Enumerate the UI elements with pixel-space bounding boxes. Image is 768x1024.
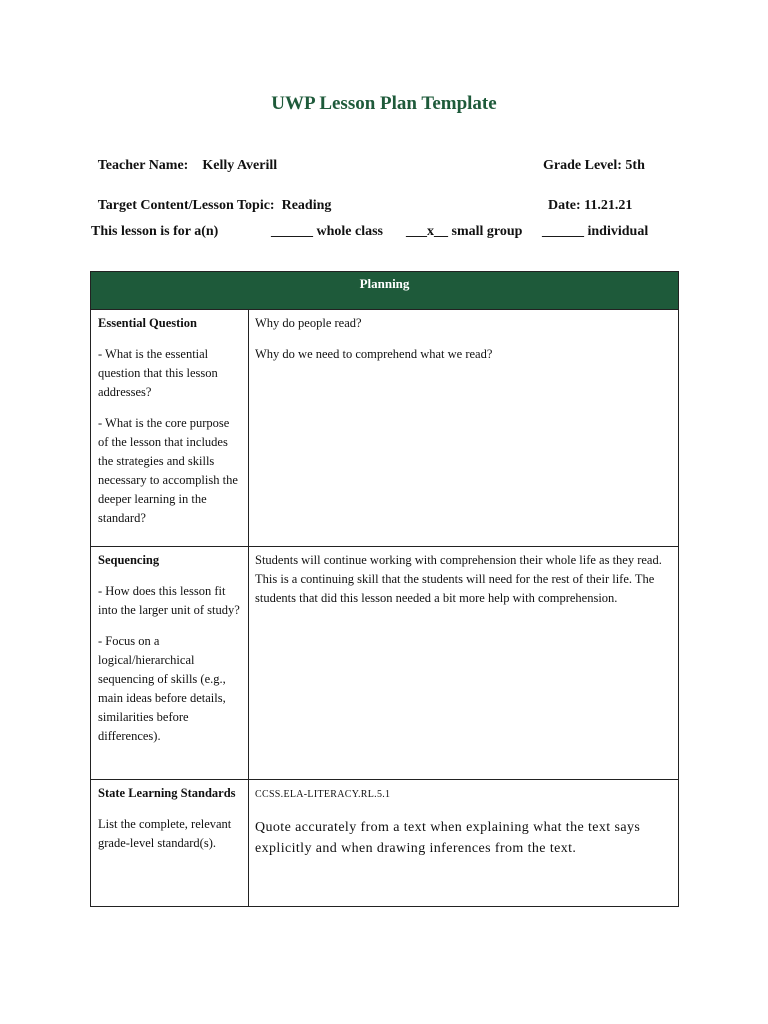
grade-level-value: 5th — [625, 158, 645, 173]
standard-code: CCSS.ELA-LITERACY.RL.5.1 — [255, 789, 391, 800]
standards-prompt-cell — [91, 780, 249, 907]
table-row — [91, 547, 679, 780]
teacher-name-value: Kelly Averill — [202, 158, 278, 173]
table-row — [91, 780, 679, 907]
whole-class-option: ______ whole class — [271, 224, 383, 239]
sequencing-heading: Sequencing — [98, 553, 160, 567]
page-title: UWP Lesson Plan Template — [271, 93, 497, 114]
lesson-topic-label: Target Content/Lesson Topic: — [97, 198, 275, 213]
essential-question-response-2: Why do we need to comprehend what we read? — [255, 347, 493, 361]
essential-question-response-cell — [249, 310, 679, 547]
sequencing-prompt-1: - How does this lesson fit into the larger unit of study? — [98, 584, 240, 617]
teacher-name-label: Teacher Name: — [97, 158, 189, 173]
planning-table — [90, 271, 679, 907]
sequencing-response-cell — [249, 547, 679, 780]
essential-question-prompt-cell — [91, 310, 249, 547]
essential-question-prompt-2: - What is the core purpose of the lesson that includes the strategies and skills necessary to accomplish the deeper learning in the standard? — [98, 416, 238, 525]
sequencing-response-1: Students will continue working with comprehension their whole life as they read. This is a continuing skill that the students will need for the rest of their life. The students that did this lesson needed a bit more help with comprehension. — [255, 553, 662, 605]
date-row — [541, 182, 632, 214]
sequencing-prompt-cell — [91, 547, 249, 780]
standard-text: Quote accurately from a text when explaining what the text says explicitly and when drawing inferences from the text. — [255, 820, 641, 856]
lesson-for-label: This lesson is for a(n) — [91, 224, 219, 239]
essential-question-response-1: Why do people read? — [255, 316, 362, 330]
standards-prompt-1: List the complete, relevant grade-level standard(s). — [98, 817, 232, 850]
sequencing-prompt-2: - Focus on a logical/hierarchical sequencing of skills (e.g., main ideas before details, similarities before differences). — [98, 634, 226, 743]
standards-response-cell — [249, 780, 679, 907]
individual-option: ______ individual — [542, 224, 649, 239]
date-label: Date: — [548, 198, 581, 213]
planning-header-row — [91, 272, 679, 310]
essential-question-prompt-1: - What is the essential question that this lesson addresses? — [98, 347, 218, 399]
teacher-name-row — [91, 142, 277, 174]
planning-header: Planning — [91, 272, 679, 310]
small-group-option: ___x__ small group — [406, 224, 523, 239]
standards-heading: State Learning Standards — [98, 786, 236, 800]
table-row — [91, 310, 679, 547]
lesson-topic-row — [91, 182, 331, 214]
lesson-topic-value: Reading — [281, 198, 332, 213]
date-value: 11.21.21 — [584, 198, 633, 213]
grade-level-label: Grade Level: — [543, 158, 622, 173]
grade-level-row — [536, 142, 645, 174]
essential-question-heading: Essential Question — [98, 316, 197, 330]
